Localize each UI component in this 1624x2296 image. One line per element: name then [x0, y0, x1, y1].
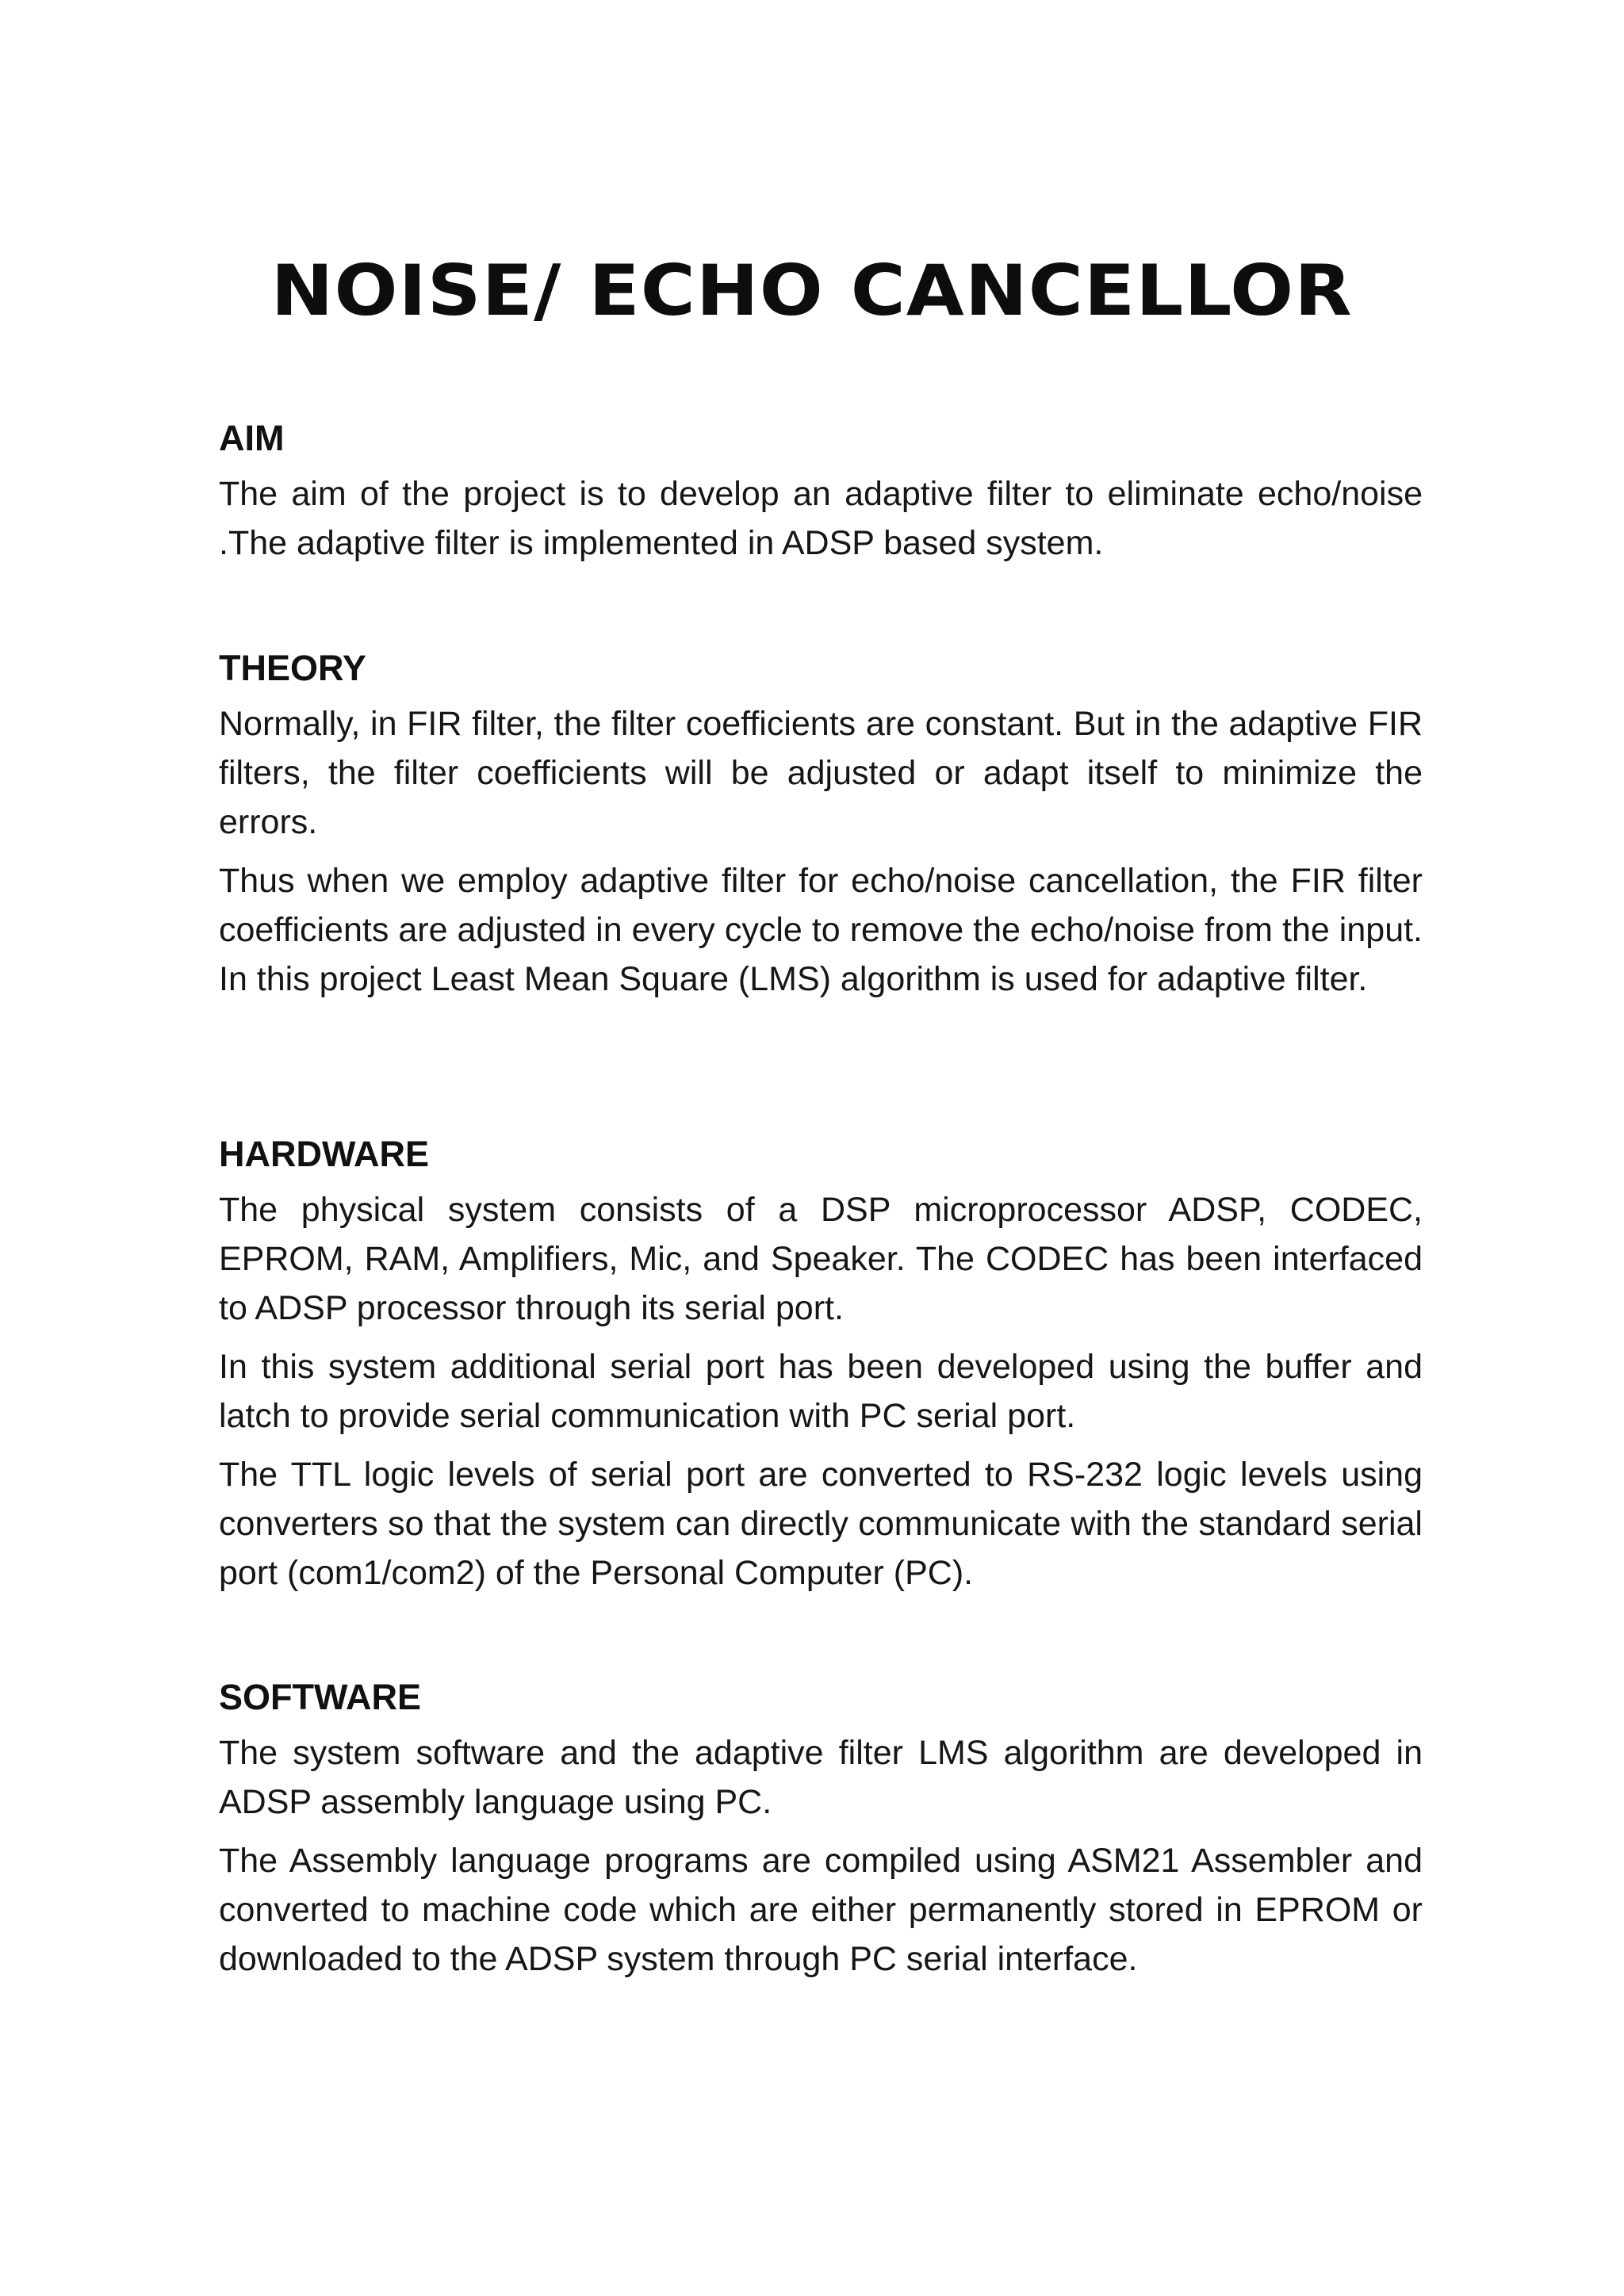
hardware-paragraph-1: The physical system consists of a DSP microprocessor ADSP, CODEC, EPROM, RAM, Amplifiers, Mic, and Speaker. The CODEC has been interfaced to ADSP processor through its serial port. [219, 1191, 1423, 1327]
hardware-paragraph-3: The TTL logic levels of serial port are converted to RS-232 logic levels using converters so that the system can directly communicate with the standard serial port (com1/com2) of the Personal Computer (PC). [219, 1456, 1423, 1592]
section-heading-aim: AIM [219, 418, 285, 458]
section-heading-hardware: HARDWARE [219, 1134, 429, 1174]
software-paragraph-2: The Assembly language programs are compiled using ASM21 Assembler and converted to machine code which are either permanently stored in EPROM or downloaded to the ADSP system through PC serial interface. [219, 1842, 1423, 1978]
theory-paragraph-2: Thus when we employ adaptive filter for echo/noise cancellation, the FIR filter coefficients are adjusted in every cycle to remove the echo/noise from the input. In this project Least Mean Square (LMS) algorithm is used for adaptive filter. [219, 862, 1423, 998]
section-heading-software: SOFTWARE [219, 1677, 421, 1717]
page-title: NOISE/ ECHO CANCELLOR [270, 250, 1353, 331]
aim-paragraph: The aim of the project is to develop an adaptive filter to eliminate echo/noise .The adaptive filter is implemented in ADSP based system. [219, 475, 1423, 562]
section-hardware [219, 1130, 1423, 1598]
section-aim [219, 414, 1423, 568]
section-theory [219, 644, 1423, 1004]
section-software [219, 1673, 1423, 1984]
hardware-paragraph-2: In this system additional serial port has been developed using the buffer and latch to provide serial communication with PC serial port. [219, 1348, 1423, 1435]
section-heading-theory: THEORY [219, 648, 366, 688]
software-paragraph-1: The system software and the adaptive filter LMS algorithm are developed in ADSP assembly language using PC. [219, 1734, 1423, 1821]
theory-paragraph-1: Normally, in FIR filter, the filter coefficients are constant. But in the adaptive FIR filters, the filter coefficients will be adjusted or adapt itself to minimize the errors. [219, 705, 1423, 841]
